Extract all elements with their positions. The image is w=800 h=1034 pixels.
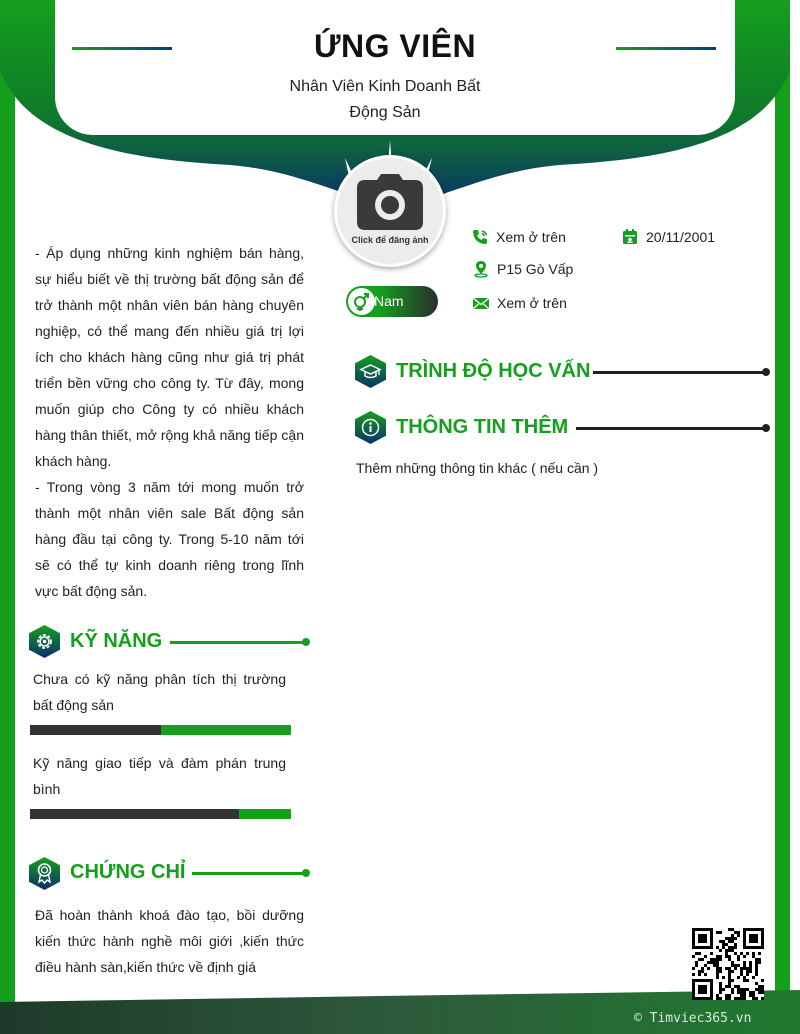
extra-info-divider <box>576 427 768 430</box>
skill-level-bar <box>30 725 291 735</box>
gender-badge[interactable] <box>346 286 438 317</box>
birthday-value: 20/11/2001 <box>646 229 716 245</box>
certificates-divider-dot <box>302 869 310 877</box>
skills-title[interactable]: KỸ NĂNG <box>70 630 163 652</box>
gear-icon <box>29 625 60 658</box>
skill-level-fill <box>30 809 239 819</box>
email-value: Xem ở trên <box>497 295 567 311</box>
gender-icon <box>348 288 375 315</box>
education-divider <box>593 371 768 374</box>
certificates-title[interactable]: CHỨNG CHỈ <box>70 861 186 883</box>
skill-name[interactable]: Kỹ năng giao tiếp và đàm phán trung bình <box>33 755 286 797</box>
address-value: P15 Gò Vấp <box>497 261 574 277</box>
job-position[interactable]: Nhân Viên Kinh Doanh Bất Động Sản <box>289 78 481 121</box>
objective-paragraph: - Áp dụng những kinh nghiệm bán hàng, sự hiểu biết về thị trường bất động sản để trở thành một nhân viên bán hàng chuyên nghiệp, có thể mang đến nhiều giá trị lợi ích cho khách hàng cũng như giá trị phát triển bền vững cho công ty. Từ đây, mong muốn giúp cho Công ty có nhiều khách hàng thân thiết, mở rộng khả năng tiếp cận khách hàng. <box>35 245 304 469</box>
candidate-name[interactable]: ỨNG VIÊN <box>313 28 477 64</box>
avatar-caption: Click để đăng ảnh <box>351 235 429 245</box>
education-divider-dot <box>762 368 770 376</box>
award-icon <box>29 857 60 890</box>
extra-info-divider-dot <box>762 424 770 432</box>
location-icon <box>472 260 490 278</box>
info-icon <box>355 411 386 444</box>
graduation-cap-icon <box>355 355 386 388</box>
avatar-upload[interactable] <box>334 155 446 267</box>
page-margin <box>790 0 800 1034</box>
qr-code[interactable] <box>692 928 764 1000</box>
calendar-icon <box>621 228 639 246</box>
phone-value: Xem ở trên <box>496 229 566 245</box>
copyright-text: © Timviec365.vn <box>634 1011 752 1026</box>
skill-level-bar <box>30 809 291 819</box>
gender-value: Nam <box>374 293 404 309</box>
skill-name[interactable]: Chưa có kỹ năng phân tích thị trường bất động sản <box>33 671 286 713</box>
certificates-text[interactable]: Đã hoàn thành khoá đào tạo, bồi dưỡng kiến thức hành nghề môi giới ,kiến thức điều hành sàn,kiến thức về định giá <box>35 907 304 975</box>
skill-level-fill <box>30 725 161 735</box>
skills-divider-dot <box>302 638 310 646</box>
career-objective[interactable] <box>35 240 304 604</box>
education-title[interactable]: TRÌNH ĐỘ HỌC VẤN <box>396 360 591 382</box>
phone-icon <box>471 228 489 246</box>
camera-icon <box>357 174 423 230</box>
extra-info-title[interactable]: THÔNG TIN THÊM <box>396 416 569 438</box>
objective-paragraph: - Trong vòng 3 năm tới mong muốn trở thành một nhân viên sale Bất động sản hàng đầu tại công ty. Trong 5-10 năm tới sẽ có thể tự kinh doanh riêng trong lĩnh vực bất động sản. <box>35 479 304 599</box>
certificates-divider <box>192 872 306 875</box>
extra-info-text[interactable]: Thêm những thông tin khác ( nếu cần ) <box>356 460 599 476</box>
email-icon <box>472 294 490 312</box>
skills-divider <box>170 641 306 644</box>
